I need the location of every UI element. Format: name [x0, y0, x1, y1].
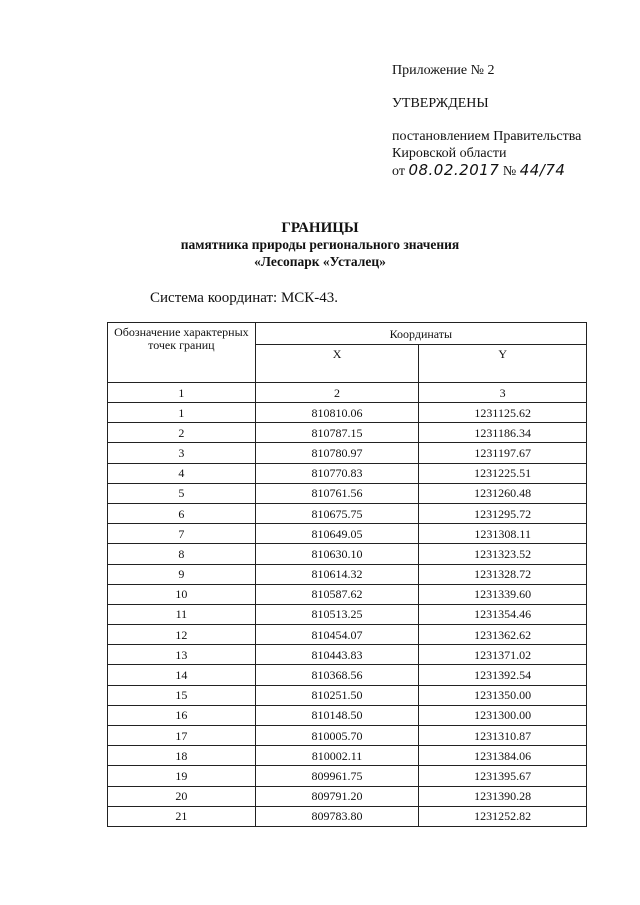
point-number-cell: 6 [108, 503, 256, 523]
point-number-cell: 14 [108, 665, 256, 685]
point-number-cell: 1 [108, 403, 256, 423]
y-coordinate-cell: 1231186.34 [419, 423, 587, 443]
x-coordinate-cell: 810649.05 [255, 524, 419, 544]
y-coordinate-cell: 1231295.72 [419, 503, 587, 523]
point-number-cell: 4 [108, 463, 256, 483]
table-row [108, 625, 587, 645]
table-row [108, 766, 587, 786]
decree-line-2: Кировской области [392, 146, 507, 161]
header-coordinates: Координаты [255, 323, 586, 345]
point-number-cell: 5 [108, 483, 256, 503]
y-coordinate-cell: 1231310.87 [419, 726, 587, 746]
table-row [108, 645, 587, 665]
header-x: X [255, 345, 419, 383]
y-coordinate-cell: 1231362.62 [419, 625, 587, 645]
y-coordinate-cell: 1231395.67 [419, 766, 587, 786]
table-row [108, 403, 587, 423]
header-point: Обозначение характерных точек границ [108, 323, 256, 383]
table-row [108, 423, 587, 443]
point-number-cell: 19 [108, 766, 256, 786]
y-coordinate-cell: 1231300.00 [419, 705, 587, 725]
point-number-cell: 17 [108, 726, 256, 746]
point-number-cell: 10 [108, 584, 256, 604]
x-coordinate-cell: 810630.10 [255, 544, 419, 564]
y-coordinate-cell: 1231323.52 [419, 544, 587, 564]
table-row [108, 443, 587, 463]
point-number-cell: 11 [108, 604, 256, 624]
point-number-cell: 2 [108, 423, 256, 443]
point-number-cell: 12 [108, 625, 256, 645]
approved-label: УТВЕРЖДЕНЫ [392, 96, 489, 111]
y-coordinate-cell: 1231354.46 [419, 604, 587, 624]
point-number-cell: 3 [108, 443, 256, 463]
x-coordinate-cell: 810770.83 [255, 463, 419, 483]
x-coordinate-cell: 810251.50 [255, 685, 419, 705]
point-number-cell: 20 [108, 786, 256, 806]
point-number-cell: 13 [108, 645, 256, 665]
x-coordinate-cell: 809783.80 [255, 806, 419, 826]
handwritten-date: 08.02.2017 [408, 161, 500, 179]
x-coordinate-cell: 809791.20 [255, 786, 419, 806]
y-coordinate-cell: 1231371.02 [419, 645, 587, 665]
decree-line-1: постановлением Правительства [392, 129, 582, 144]
table-row [108, 463, 587, 483]
date-prefix: от [392, 164, 405, 179]
x-coordinate-cell: 810002.11 [255, 746, 419, 766]
y-coordinate-cell: 1231339.60 [419, 584, 587, 604]
x-coordinate-cell: 810780.97 [255, 443, 419, 463]
coordinates-table [107, 322, 587, 827]
y-coordinate-cell: 1231252.82 [419, 806, 587, 826]
x-coordinate-cell: 810443.83 [255, 645, 419, 665]
table-row [108, 806, 587, 826]
x-coordinate-cell: 810675.75 [255, 503, 419, 523]
table-body [108, 403, 587, 827]
number-prefix: № [502, 164, 517, 179]
y-coordinate-cell: 1231197.67 [419, 443, 587, 463]
decree-date-line [392, 162, 632, 180]
y-coordinate-cell: 1231125.62 [419, 403, 587, 423]
x-coordinate-cell: 810368.56 [255, 665, 419, 685]
point-number-cell: 15 [108, 685, 256, 705]
column-number-1: 1 [108, 383, 256, 403]
point-number-cell: 18 [108, 746, 256, 766]
point-number-cell: 8 [108, 544, 256, 564]
table-row [108, 564, 587, 584]
approval-block [392, 62, 632, 180]
x-coordinate-cell: 810587.62 [255, 584, 419, 604]
column-number-2: 2 [255, 383, 419, 403]
table-row [108, 544, 587, 564]
table-row [108, 705, 587, 725]
point-number-cell: 16 [108, 705, 256, 725]
table-row [108, 786, 587, 806]
y-coordinate-cell: 1231260.48 [419, 483, 587, 503]
doc-title: ГРАНИЦЫ [281, 220, 359, 236]
point-number-cell: 9 [108, 564, 256, 584]
y-coordinate-cell: 1231350.00 [419, 685, 587, 705]
table-row [108, 503, 587, 523]
table-row [108, 726, 587, 746]
column-number-3: 3 [419, 383, 587, 403]
header-y: Y [419, 345, 587, 383]
y-coordinate-cell: 1231328.72 [419, 564, 587, 584]
x-coordinate-cell: 810005.70 [255, 726, 419, 746]
y-coordinate-cell: 1231384.06 [419, 746, 587, 766]
table-row [108, 483, 587, 503]
point-number-cell: 21 [108, 806, 256, 826]
point-number-cell: 7 [108, 524, 256, 544]
y-coordinate-cell: 1231392.54 [419, 665, 587, 685]
x-coordinate-cell: 810454.07 [255, 625, 419, 645]
x-coordinate-cell: 810513.25 [255, 604, 419, 624]
handwritten-number: 44/74 [519, 161, 566, 179]
table-row [108, 604, 587, 624]
x-coordinate-cell: 810614.32 [255, 564, 419, 584]
table-row [108, 584, 587, 604]
y-coordinate-cell: 1231390.28 [419, 786, 587, 806]
coordinate-system-label: Система координат: МСК-43. [150, 290, 339, 306]
doc-subtitle-1: памятника природы регионального значения [180, 237, 460, 252]
table-row [108, 524, 587, 544]
x-coordinate-cell: 809961.75 [255, 766, 419, 786]
table-row [108, 685, 587, 705]
x-coordinate-cell: 810810.06 [255, 403, 419, 423]
x-coordinate-cell: 810148.50 [255, 705, 419, 725]
x-coordinate-cell: 810761.56 [255, 483, 419, 503]
appendix-label: Приложение № 2 [392, 63, 495, 78]
x-coordinate-cell: 810787.15 [255, 423, 419, 443]
y-coordinate-cell: 1231225.51 [419, 463, 587, 483]
doc-subtitle-2: «Лесопарк «Усталец» [254, 254, 386, 269]
table-row [108, 746, 587, 766]
y-coordinate-cell: 1231308.11 [419, 524, 587, 544]
table-row [108, 665, 587, 685]
